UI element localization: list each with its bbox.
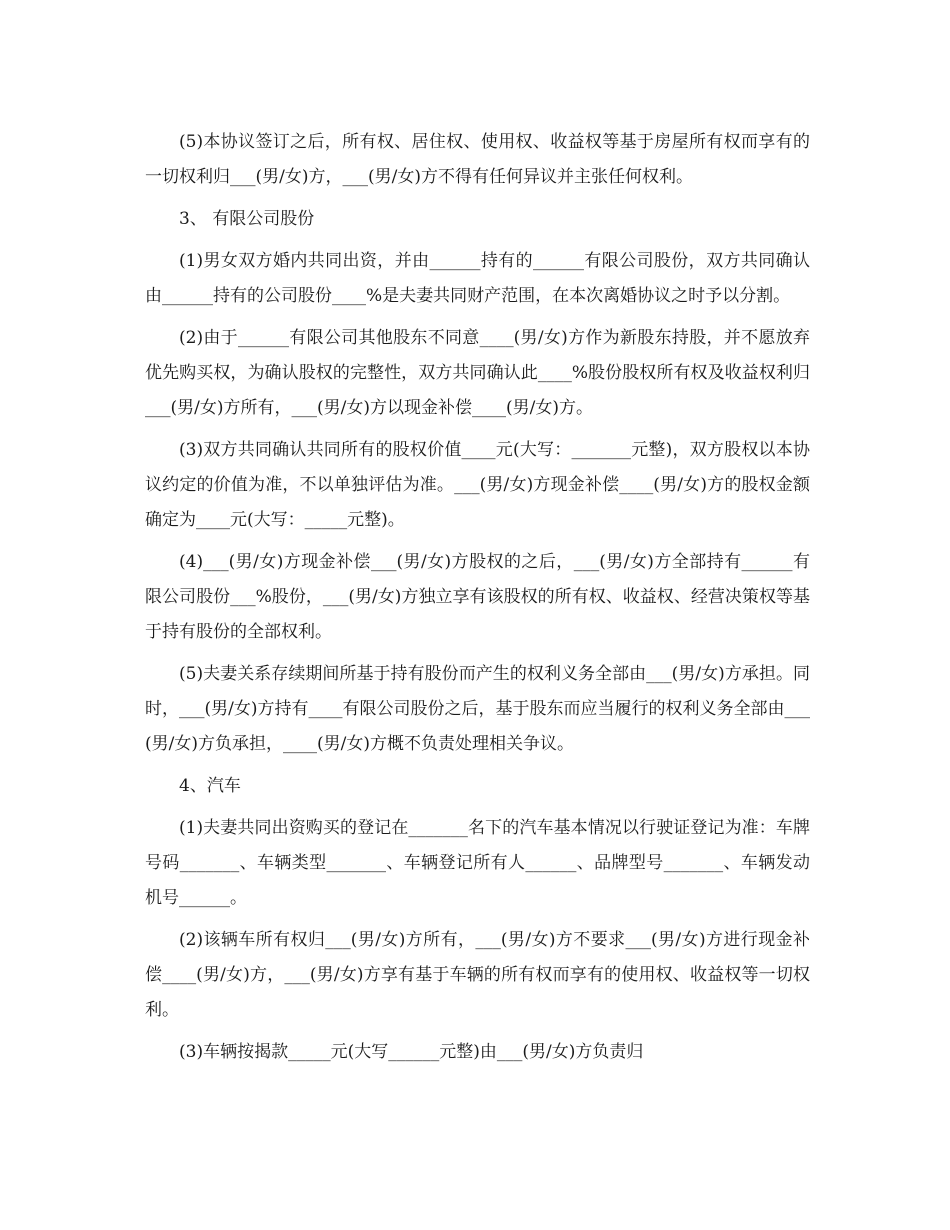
clause-4-shares-ownership: (4)___(男/女)方现金补偿___(男/女)方股权的之后，___(男/女)方全部持有______有限公司股份___%股份，___(男/女)方独立享有该股权的所有权、收益权、经营决策权等基于持有股份的全部权利。 [145,552,810,642]
clause-3-shares-valuation: (3)双方共同确认共同所有的股权价值____元(大写：_______元整)，双方股权以本协议约定的价值为准，不以单独评估为准。___(男/女)方现金补偿____(男/女)方的股权金额确定为____元(大写：_____元整)。 [145,440,810,530]
clause-1-car-registration: (1)夫妻共同出资购买的登记在_______名下的汽车基本情况以行驶证登记为准：车牌号码_______、车辆类型_______、车辆登记所有人______、品牌型号_______、车辆发动机号______。 [145,818,810,908]
section-heading-company-shares: 3、 有限公司股份 [179,209,315,229]
clause-3-car-loan: (3)车辆按揭款_____元(大写______元整)由___(男/女)方负责归 [179,1042,644,1062]
clause-2-car-ownership: (2)该辆车所有权归___(男/女)方所有，___(男/女)方不要求___(男/女)方进行现金补偿____(男/女)方，___(男/女)方享有基于车辆的所有权而享有的使用权、收益权等一切权利。 [145,930,810,1020]
document-body [145,125,810,1077]
section-heading-car: 4、汽车 [179,776,241,796]
clause-5-house-rights: (5)本协议签订之后，所有权、居住权、使用权、收益权等基于房屋所有权而享有的一切权利归___(男/女)方，___(男/女)方不得有任何异议并主张任何权利。 [145,132,810,187]
clause-2-shares-preemption: (2)由于______有限公司其他股东不同意____(男/女)方作为新股东持股，并不愿放弃优先购买权，为确认股权的完整性，双方共同确认此____%股份股权所有权及收益权利归___(男/女)方所有，___(男/女)方以现金补偿____(男/女)方。 [145,328,810,418]
clause-5-shares-obligations: (5)夫妻关系存续期间所基于持有股份而产生的权利义务全部由___(男/女)方承担。同时，___(男/女)方持有____有限公司股份之后，基于股东而应当履行的权利义务全部由___(男/女)方负承担，____(男/女)方概不负责处理相关争议。 [145,664,810,754]
clause-1-shares-joint-funding: (1)男女双方婚内共同出资，并由______持有的______有限公司股份，双方共同确认由______持有的公司股份____%是夫妻共同财产范围，在本次离婚协议之时予以分割。 [145,251,810,306]
